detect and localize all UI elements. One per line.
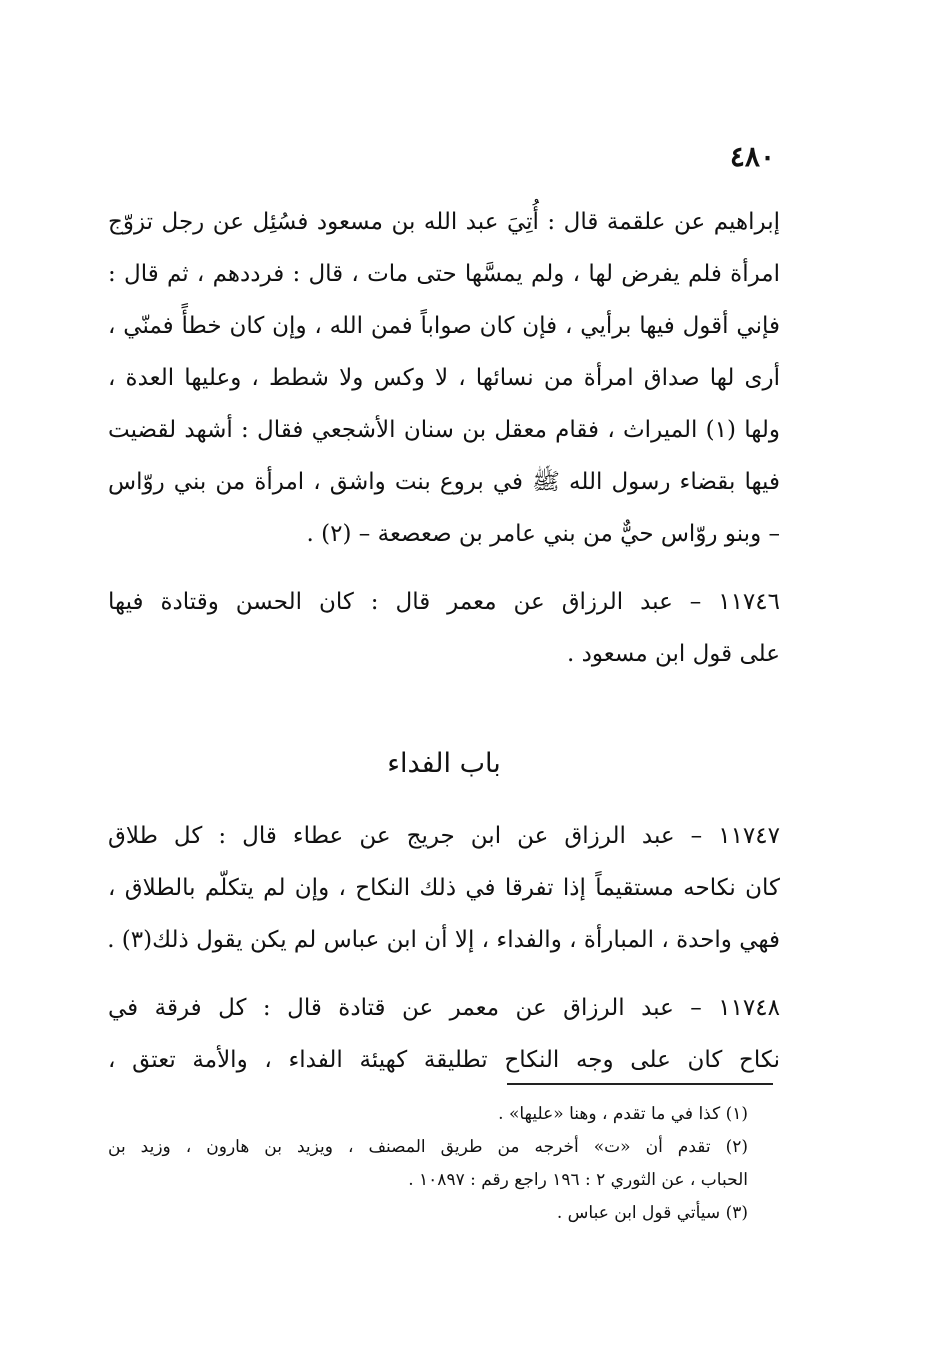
- footnote-2: (٢) تقدم أن «ت» أخرجه من طريق المصنف ، ويزيد بن هارون ، وزيد بن: [108, 1137, 748, 1157]
- text-line: ولها (١) الميراث ، فقام معقل بن سنان الأشجعي فقال : أشهد لقضيت: [108, 417, 780, 443]
- paragraph-11748: [108, 982, 780, 1086]
- footnote-3: (٣) سيأتي قول ابن عباس .: [556, 1203, 748, 1223]
- chapter-title: باب الفداء: [387, 748, 501, 779]
- text-line: أرى لها صداق امرأة من نسائها ، لا وكس ولا شطط ، وعليها العدة ،: [108, 365, 780, 391]
- text-line: نكاح كان على وجه النكاح تطليقة كهيئة الفداء ، والأمة تعتق ،: [108, 1047, 780, 1073]
- footnote-divider: [507, 1083, 773, 1085]
- footnote-2-continued: الحباب ، عن الثوري ٢ : ١٩٦ راجع رقم : ١٠٨٩٧ .: [408, 1170, 748, 1190]
- text-line: ١١٧٤٦ – عبد الرزاق عن معمر قال : كان الحسن وقتادة فيها: [108, 589, 780, 615]
- paragraph-gap: [108, 560, 780, 576]
- paragraph-11746: [108, 576, 780, 680]
- text-line: ١١٧٤٧ – عبد الرزاق عن ابن جريج عن عطاء قال : كل طلاق: [108, 823, 780, 849]
- text-line: على قول ابن مسعود .: [566, 641, 780, 667]
- paragraph-marriage-ruling: [108, 196, 780, 560]
- text-line: إبراهيم عن علقمة قال : أُتِيَ عبد الله بن مسعود فسُئِل عن رجل تزوّج: [108, 209, 780, 235]
- text-line: فهي واحدة ، المبارأة ، والفداء ، إلا أن ابن عباس لم يكن يقول ذلك(٣) .: [107, 927, 780, 953]
- paragraph-11747: [108, 810, 780, 966]
- footnote-1: (١) كذا في ما تقدم ، وهنا «عليها» .: [498, 1104, 748, 1124]
- text-line: كان نكاحه مستقيماً إذا تفرقا في ذلك النكاح ، وإن لم يتكلّم بالطلاق ،: [108, 875, 780, 901]
- text-line: ١١٧٤٨ – عبد الرزاق عن معمر عن قتادة قال : كل فرقة في: [108, 995, 780, 1021]
- footnotes: [108, 1098, 748, 1230]
- page-number: ٤٨٠: [729, 140, 775, 173]
- text-line: – وبنو روّاس حيٌّ من بني عامر بن صعصعة – (٢) .: [306, 521, 780, 547]
- main-text: [108, 196, 780, 1086]
- text-line: امرأة فلم يفرض لها ، ولم يمسَّها حتى مات ، قال : فرددهم ، ثم قال :: [108, 261, 780, 287]
- paragraph-gap: [108, 966, 780, 982]
- text-line: فإني أقول فيها برأيي ، فإن كان صواباً فمن الله ، وإن كان خطأً فمنّي ،: [108, 313, 780, 339]
- text-line: فيها بقضاء رسول الله ﷺ في بروع بنت واشق ، امرأة من بني روّاس: [108, 469, 780, 495]
